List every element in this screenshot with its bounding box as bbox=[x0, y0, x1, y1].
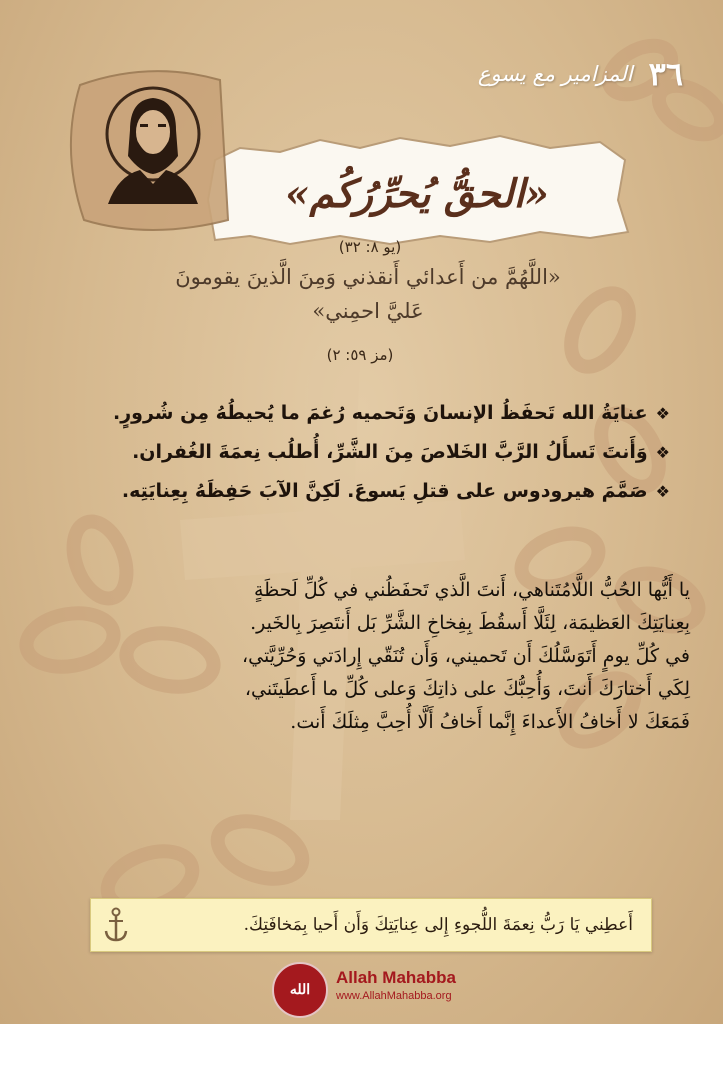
prayer-line: لِكَي أَختارَكَ أَنتَ، وَأُحِبُّكَ على ذاتِكَ وَعلى كُلِّ ما أَعطَيتَني، bbox=[244, 678, 690, 700]
main-title bbox=[228, 152, 606, 236]
title-text: «الحقُّ يُحرِّرُكُم» bbox=[285, 171, 549, 217]
logo-name: Allah Mahabba bbox=[336, 968, 456, 987]
psalm-line: «اللَّهُمَّ من أَعدائي أَنقذني وَمِنَ الَّذينَ يقومونَ bbox=[175, 265, 561, 289]
logo-emblem-text: الله محبة bbox=[285, 982, 315, 1050]
jesus-icon bbox=[78, 72, 228, 222]
title-reference: (يو ٨: ٣٢) bbox=[338, 238, 402, 256]
point-text: وَأَنتَ تَسأَلُ الرَّبَّ الخَلاصَ مِنَ الشَّرِّ، أُطلُب نِعمَةَ الغُفران. bbox=[132, 441, 648, 463]
point-text: صَمَّمَ هيرودوس على قتلِ يَسوعَ. لَكِنَّ الآبَ حَفِظَهُ بِعِنايَتِه. bbox=[121, 480, 648, 502]
banner-text: أَعطِني يَا رَبُّ نِعمَةَ اللُّجوءِ إِلى عِنايَتِكَ وَأَن أَحيا بِمَخافَتِكَ. bbox=[243, 915, 633, 935]
psalm-verse bbox=[88, 260, 648, 328]
prayer-line: فَمَعَكَ لا أَخافُ الأَعداءَ إِنَّما أَخافُ أَلَّا أُحِبَّ مِثلَكَ أَنت. bbox=[290, 711, 690, 733]
closing-banner bbox=[90, 898, 652, 952]
list-item bbox=[70, 433, 670, 472]
chain-link-icon bbox=[210, 811, 310, 890]
header bbox=[283, 54, 683, 94]
prayer-line: في كُلِّ يومٍ أَتَوَسَّلُكَ أَن تَحميني، وَأَن تُنَقّي إِرادَتي وَحُرِّيَّتي، bbox=[242, 645, 690, 667]
prayer-text bbox=[90, 574, 690, 739]
logo-url[interactable]: www.AllahMahabba.org bbox=[336, 990, 452, 1002]
point-text: عنايَةُ الله تَحفَظُ الإنسانَ وَتَحميه رُغمَ ما يُحيطُهُ مِن شُرورٍ. bbox=[113, 402, 648, 424]
site-logo[interactable] bbox=[272, 962, 462, 1050]
logo-emblem bbox=[272, 962, 328, 1050]
psalm-reference: (مز ٥٩: ٢) bbox=[326, 346, 394, 364]
prayer-line: بِعِنايَتِكَ العَظيمَة، لِئَلَّا أَسقُطَ بِفِخاخِ الشَّرِّ بَل أَنتَصِرَ بِالخَير. bbox=[250, 612, 690, 634]
anchor-icon bbox=[103, 907, 129, 943]
bullet-icon: ❖ bbox=[655, 443, 670, 462]
bullet-icon: ❖ bbox=[655, 482, 670, 501]
prayer-line: يا أَيُّها الحُبُّ اللَّامُتَناهي، أَنتَ الَّذي تَحفَظُني في كُلِّ لَحظَةٍ bbox=[254, 579, 690, 601]
list-item bbox=[70, 394, 670, 433]
page-number: ٣٦ bbox=[648, 55, 683, 93]
bullet-icon: ❖ bbox=[655, 404, 670, 423]
book-title: المزامير مع يسوع bbox=[477, 62, 633, 86]
reflection-points bbox=[70, 394, 670, 511]
list-item bbox=[70, 472, 670, 511]
psalm-line: عَليَّ احمِني» bbox=[312, 299, 424, 323]
